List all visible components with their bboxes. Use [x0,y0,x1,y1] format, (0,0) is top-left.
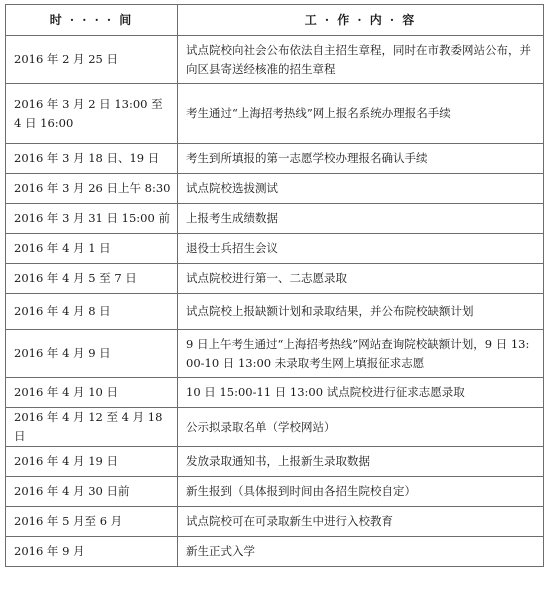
table-row [6,447,544,477]
table-row [6,144,544,174]
work-column-header: 工 · 作 · 内 · 容 [178,5,544,36]
table-row [6,294,544,330]
time-cell: 2016 年 4 月 10 日 [6,378,178,408]
work-cell: 公示拟录取名单（学校网站） [178,408,544,447]
table-row [6,537,544,567]
work-cell: 考生到所填报的第一志愿学校办理报名确认手续 [178,144,544,174]
time-cell: 2016 年 4 月 12 至 4 月 18 日 [6,408,178,447]
table-row [6,408,544,447]
work-cell: 试点院校上报缺额计划和录取结果，并公布院校缺额计划 [178,294,544,330]
header-row [6,5,544,36]
table-row [6,264,544,294]
table-body [6,36,544,567]
time-cell: 2016 年 4 月 9 日 [6,330,178,378]
work-cell: 上报考生成绩数据 [178,204,544,234]
table-row [6,507,544,537]
schedule-document [5,4,543,582]
time-cell: 2016 年 3 月 2 日 13:00 至 4 日 16:00 [6,84,178,144]
time-column-header: 时 · · · · 间 [6,5,178,36]
time-cell: 2016 年 9 月 [6,537,178,567]
table-row [6,204,544,234]
schedule-table [5,4,544,567]
time-cell: 2016 年 4 月 30 日前 [6,477,178,507]
time-cell: 2016 年 3 月 31 日 15:00 前 [6,204,178,234]
work-cell: 发放录取通知书，上报新生录取数据 [178,447,544,477]
time-cell: 2016 年 3 月 18 日、19 日 [6,144,178,174]
work-cell: 退役士兵招生会议 [178,234,544,264]
work-cell: 新生正式入学 [178,537,544,567]
work-cell: 考生通过“上海招考热线”网上报名系统办理报名手续 [178,84,544,144]
table-row [6,174,544,204]
time-cell: 2016 年 5 月至 6 月 [6,507,178,537]
table-row [6,378,544,408]
time-cell: 2016 年 4 月 19 日 [6,447,178,477]
work-cell: 9 日上午考生通过“上海招考热线”网站查询院校缺额计划，9 日 13:00-10 日 13:00 未录取考生网上填报征求志愿 [178,330,544,378]
time-cell: 2016 年 4 月 8 日 [6,294,178,330]
table-row [6,36,544,84]
work-cell: 试点院校进行第一、二志愿录取 [178,264,544,294]
work-cell: 试点院校可在可录取新生中进行入校教育 [178,507,544,537]
time-cell: 2016 年 3 月 26 日上午 8:30 [6,174,178,204]
work-cell: 10 日 15:00-11 日 13:00 试点院校进行征求志愿录取 [178,378,544,408]
time-cell: 2016 年 4 月 5 至 7 日 [6,264,178,294]
time-cell: 2016 年 2 月 25 日 [6,36,178,84]
work-cell: 新生报到（具体报到时间由各招生院校自定） [178,477,544,507]
table-header [6,5,544,36]
table-row [6,234,544,264]
table-row [6,84,544,144]
work-cell: 试点院校向社会公布依法自主招生章程，同时在市教委网站公布，并向区县寄送经核准的招生章程 [178,36,544,84]
table-row [6,477,544,507]
work-cell: 试点院校选拔测试 [178,174,544,204]
time-cell: 2016 年 4 月 1 日 [6,234,178,264]
table-row [6,330,544,378]
